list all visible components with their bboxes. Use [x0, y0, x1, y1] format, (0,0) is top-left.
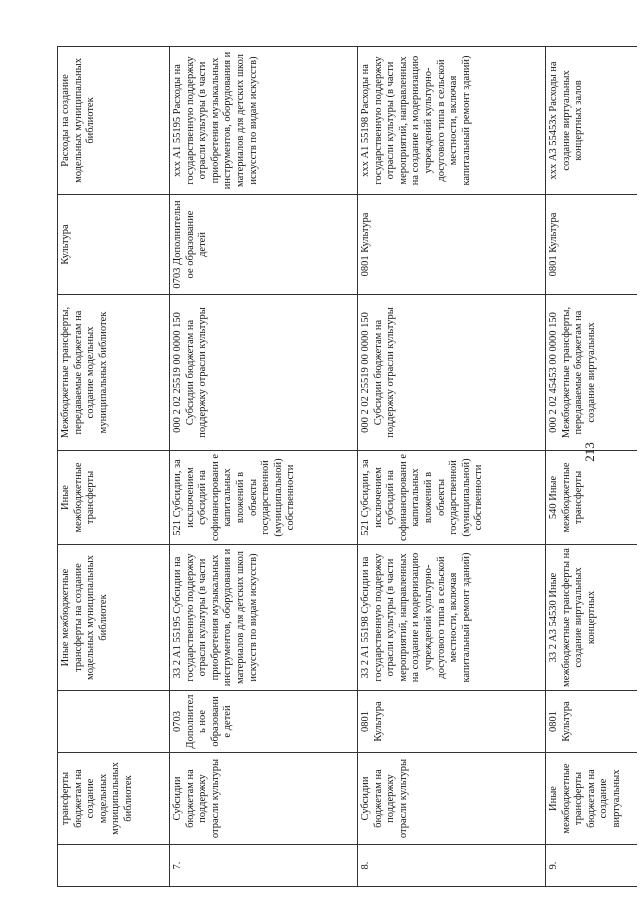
- page-number: 213: [582, 442, 597, 462]
- table-body: [58, 46, 638, 886]
- table-row: [58, 46, 170, 886]
- row-number-cell: 7.: [170, 845, 358, 887]
- row-number-cell: 9.: [546, 845, 638, 887]
- table-row: [546, 46, 638, 886]
- table-row: [170, 46, 358, 886]
- row-type-cell: 521 Субсидии, за исключением субсидий на софинансировани е капитальных вложений в объекты государственной (муниципальной) собственности: [358, 450, 546, 544]
- row-name-cell: трансферты бюджетам на создание модельных муниципальных библиотек: [58, 753, 170, 845]
- row-new-description-cell: Расходы на создание модельных муниципальных библиотек: [58, 46, 170, 194]
- row-new-section-cell: 0703 Дополнительн ое образование детей: [170, 194, 358, 294]
- row-new-description-cell: ххх A1 55195 Расходы на государственную поддержку отрасли культуры (в части приобретения музыкальных инструментов, оборудования и материалов для детских школ искусств по видам искусств): [170, 46, 358, 194]
- row-section-cell: 0703 Дополнитель ное образование детей: [170, 691, 358, 753]
- row-new-section-cell: Культура: [58, 194, 170, 294]
- row-name-cell: Иные межбюджетные трансферты бюджетам на создание виртуальных: [546, 753, 638, 845]
- row-old-classification-cell: 33 2 A1 55198 Субсидии на государственную поддержку отрасли культуры (в части мероприятий, направленных на создание и модернизацию учреждений культурно-досугового типа в сельской местности, включая капитальный ремонт зданий): [358, 544, 546, 690]
- row-new-description-cell: ххх A1 55198 Расходы на государственную поддержку отрасли культуры (в части мероприятий, направленных на создание и модернизацию учреждений культурно-досугового типа в сельской местности, включая капитальный ремонт зданий): [358, 46, 546, 194]
- row-new-code-cell: 000 2 02 45453 00 0000 150 Межбюджетные трансферты, передаваемые бюджетам на создание виртуальных: [546, 294, 638, 450]
- row-new-code-cell: 000 2 02 25519 00 0000 150 Субсидии бюджетам на поддержку отрасли культуры: [358, 294, 546, 450]
- row-number-cell: [58, 845, 170, 887]
- row-new-description-cell: ххх A3 55453х Расходы на создание виртуальных концертных залов: [546, 46, 638, 194]
- row-type-cell: 521 Субсидии, за исключением субсидий на софинансировани е капитальных вложений в объекты государственной (муниципальной) собственности: [170, 450, 358, 544]
- row-old-classification-cell: Иные межбюджетные трансферты на создание модельных муниципальных библиотек: [58, 544, 170, 690]
- row-new-section-cell: 0801 Культура: [546, 194, 638, 294]
- row-number-cell: 8.: [358, 845, 546, 887]
- row-type-cell: 540 Иные межбюджетные трансферты: [546, 450, 638, 544]
- table-row: [358, 46, 546, 886]
- budget-mapping-table: [57, 46, 637, 887]
- rotated-table-block: [57, 47, 622, 887]
- row-section-cell: [58, 691, 170, 753]
- row-new-code-cell: Межбюджетные трансферты, передаваемые бюджетам на создание модельных муниципальных библиотек: [58, 294, 170, 450]
- row-section-cell: 0801 Культура: [358, 691, 546, 753]
- row-new-code-cell: 000 2 02 25519 00 0000 150 Субсидии бюджетам на поддержку отрасли культуры: [170, 294, 358, 450]
- row-old-classification-cell: 33 2 A3 54530 Иные межбюджетные трансферты на создание виртуальных концертных: [546, 544, 638, 690]
- row-section-cell: 0801 Культура: [546, 691, 638, 753]
- row-old-classification-cell: 33 2 A1 55195 Субсидии на государственную поддержку отрасли культуры (в части приобретения музыкальных инструментов, оборудования и материалов для детских школ искусств по видам искусств): [170, 544, 358, 690]
- row-name-cell: Субсидии бюджетам на поддержку отрасли культуры: [358, 753, 546, 845]
- row-type-cell: Иные межбюджетные трансферты: [58, 450, 170, 544]
- row-name-cell: Субсидии бюджетам на поддержку отрасли культуры: [170, 753, 358, 845]
- row-new-section-cell: 0801 Культура: [358, 194, 546, 294]
